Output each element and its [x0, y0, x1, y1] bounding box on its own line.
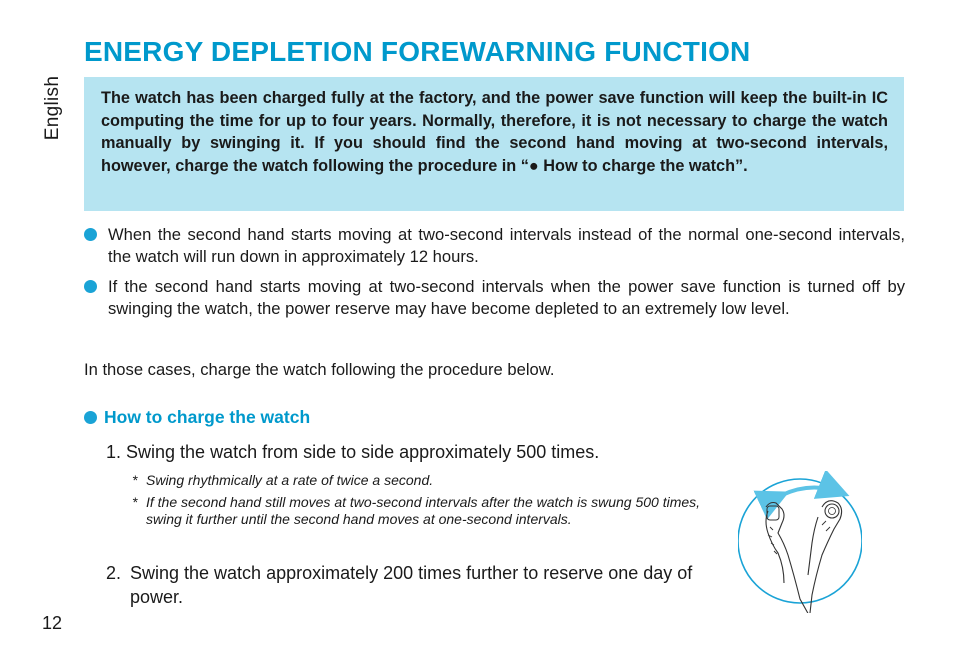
- step-2-text: Swing the watch approximately 200 times further to reserve one day of power.: [130, 563, 693, 607]
- notice-box: The watch has been charged fully at the factory, and the power save function will keep the built-in IC computing the time for up to four years. Normally, therefore, it is not necessary to charge the watch manually by swinging it. If you should find the second hand moving at two-second intervals, however, charge the watch following the procedure in “● How to charge the watch”.: [84, 77, 904, 211]
- bullet-icon: [84, 280, 97, 293]
- list-item: [84, 276, 905, 320]
- section-heading: [84, 407, 310, 428]
- list-item: [84, 224, 905, 268]
- page-number: 12: [42, 613, 63, 633]
- section-heading-label: How to charge the watch: [104, 407, 311, 427]
- note-item: [132, 472, 714, 489]
- step-2-number: 2.: [106, 563, 122, 583]
- note-marker: *: [132, 472, 138, 488]
- language-label: English: [42, 75, 64, 141]
- step-notes: [132, 472, 714, 528]
- bullet-list: [84, 224, 905, 320]
- step-1: 1. Swing the watch from side to side approximately 500 times.: [106, 442, 600, 462]
- bullet-icon: [84, 411, 97, 424]
- note-text: If the second hand still moves at two-second intervals after the watch is swung 500 times, swing it further until the second hand moves at one-second intervals.: [146, 494, 701, 527]
- cases-text: In those cases, charge the watch following the procedure below.: [84, 360, 555, 379]
- note-item: [132, 494, 714, 528]
- note-text: Swing rhythmically at a rate of twice a second.: [146, 472, 434, 488]
- bullet-icon: [84, 228, 97, 241]
- note-marker: *: [132, 494, 138, 510]
- language-tab: [38, 72, 68, 144]
- bullet-text: When the second hand starts moving at two-second intervals instead of the normal one-second intervals, the watch will run down in approximately 12 hours.: [108, 225, 905, 266]
- bullet-text: If the second hand starts moving at two-second intervals when the power save function is turned off by swinging the watch, the power reserve may have become depleted to an extremely low level.: [108, 277, 905, 318]
- page-title: ENERGY DEPLETION FOREWARNING FUNCTION: [84, 36, 751, 67]
- step-2: [106, 561, 718, 609]
- hand-swinging-watch-icon: [738, 471, 862, 613]
